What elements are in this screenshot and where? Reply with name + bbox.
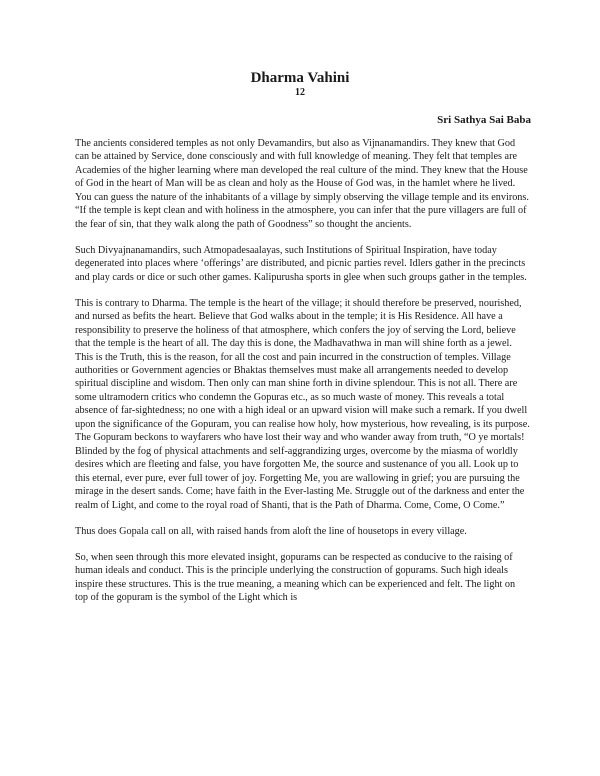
- paragraph-4: Thus does Gopala call on all, with raised hands from aloft the line of housetops in every village.: [75, 525, 467, 537]
- paragraph-3: This is contrary to Dharma. The temple is the heart of the village; it should therefore be preserved, nourished, and nursed as befits the heart. Believe that God walks about in the temple; it is His Residence. All have a responsibility to preserve the holiness of that atmosphere, which confers the joy of serving the Lord, believe that the temple is the heart of all. The day this is done, the Madhavathwa in man will shine forth as a jewel. This is the Truth, this is the reason, for all the cost and pain incurred in the construction of temples. Village authorities or Government agencies or Bhaktas themselves must make all arrangements needed to develop spiritual discipline and wisdom. Then only can man shine forth in divine splendour. This is not all. There are some ultramodern critics who condemn the Gopuras etc., as so much waste of money. This reveals a total absence of far-sightedness; no one with a high ideal or an upward vision will make such a remark. If you dwell upon the significance of the Gopuram, you can realise how holy, how mysterious, how revealing, is its purpose. The Gopuram beckons to wayfarers who have lost their way and who wander away from truth, “O ye mortals! Blinded by the fog of physical attachments and self-aggrandizing urges, overcome by the miasma of worldly desires which are fleeting and false, you have forgotten Me, the source and sustenance of you all. Look up to this eternal, ever pure, ever full tower of joy. Forgetting Me, you are wallowing in grief; you are pursuing the mirage in the desert sands. Come; have faith in the Ever-lasting Me. Struggle out of the darkness and enter the realm of Light, and come to the royal road of Shanti, that is the Path of Dharma. Come, Come, O Come.”: [75, 297, 530, 511]
- document-title: Dharma Vahini: [250, 70, 350, 86]
- chapter-number: 12: [295, 87, 305, 98]
- paragraph-5: So, when seen through this more elevated insight, gopurams can be respected as conducive to the raising of human ideals and conduct. This is the principle underlying the construction of gopurams. Such high ideals inspire these structures. This is the true meaning, a meaning which can be experienced and felt. The light on top of the gopuram is the symbol of the Light which is: [75, 551, 516, 603]
- author-name: Sri Sathya Sai Baba: [437, 114, 531, 126]
- paragraph-2: Such Divyajnanamandirs, such Atmopadesaalayas, such Institutions of Spiritual Inspiration, have today degenerated into places where ‘offerings’ are distributed, and picnic parties revel. Idlers gather in the precincts and play cards or dice or such other games. Kalipurusha sports in glee when such groups gather in the temples.: [75, 244, 527, 283]
- paragraph-1: The ancients considered temples as not only Devamandirs, but also as Vijnanamandirs. They knew that God can be attained by Service, done consciously and with full knowledge of meaning. They felt that temples are Academies of the higher learning where man developed the real culture of the mind. They knew that the House of God in the heart of Man will be as clean and holy as the House of God was, in the hamlet where he lived. You can guess the nature of the inhabitants of a village by simply observing the village temple and its environs. “If the temple is kept clean and with holiness in the atmosphere, you can infer that the pure villagers are full of the fear of sin, that they walk along the path of Goodness” so thought the ancients.: [75, 138, 529, 230]
- document-body: [75, 137, 530, 617]
